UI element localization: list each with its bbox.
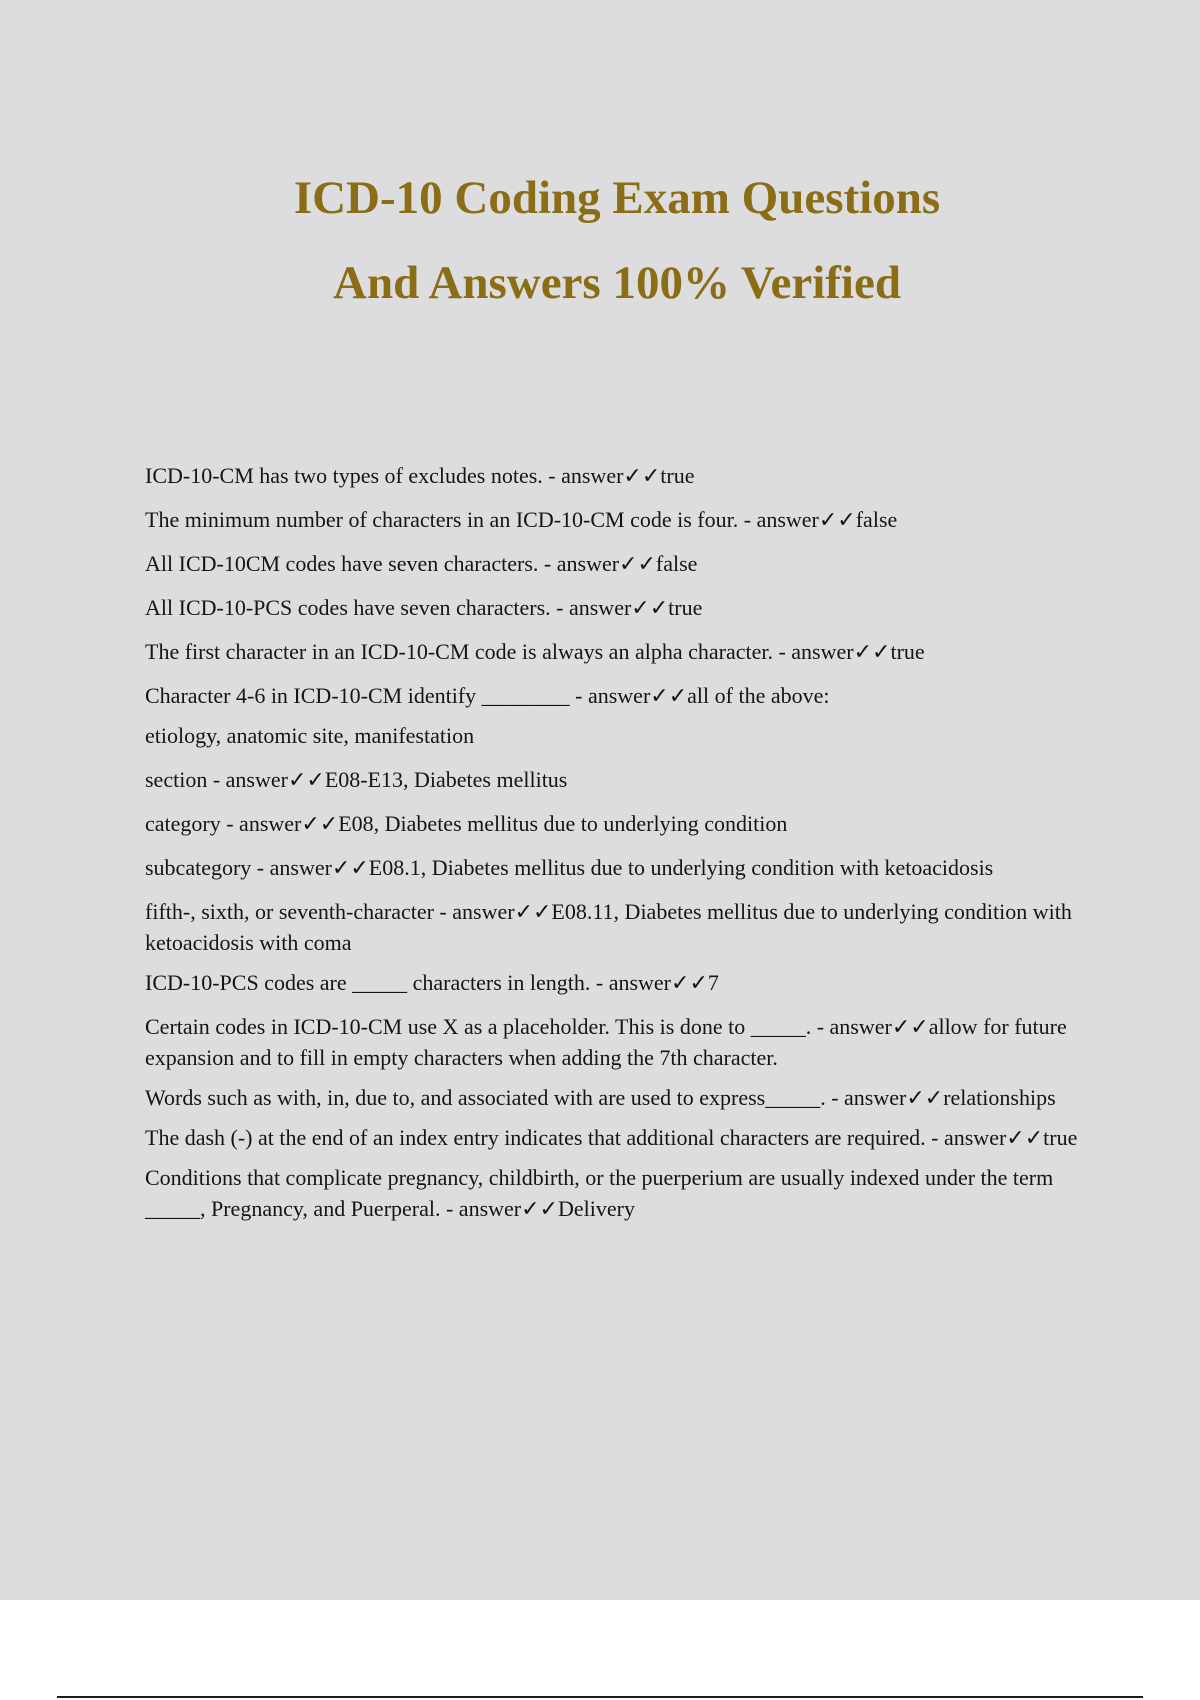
qa-item: Certain codes in ICD-10-CM use X as a placeholder. This is done to _____. - answer✓✓allow for future expansion and to fill in empty characters when adding the 7th character. [145,1014,1067,1070]
qa-item: The dash (-) at the end of an index entry indicates that additional characters are required. - answer✓✓true [145,1125,1078,1150]
qa-item: ICD-10-PCS codes are _____ characters in length. - answer✓✓7 [145,970,719,995]
qa-item: All ICD-10CM codes have seven characters. - answer✓✓false [145,551,698,576]
footer-divider [57,1696,1143,1698]
qa-item: All ICD-10-PCS codes have seven characters. - answer✓✓true [145,595,703,620]
qa-item: ICD-10-CM has two types of excludes notes. - answer✓✓true [145,463,695,488]
qa-item: etiology, anatomic site, manifestation [145,723,475,748]
qa-item: Words such as with, in, due to, and associated with are used to express_____. - answer✓✓relationships [145,1085,1056,1110]
qa-item: The minimum number of characters in an ICD-10-CM code is four. - answer✓✓false [145,507,898,532]
qa-item: section - answer✓✓E08-E13, Diabetes mellitus [145,767,568,792]
document-title-line-2: And Answers 100% Verified [333,257,901,309]
document-title-line-1: ICD-10 Coding Exam Questions [293,172,941,224]
qa-item: The first character in an ICD-10-CM code is always an alpha character. - answer✓✓true [145,639,925,664]
question-answer-list [145,460,1095,1237]
qa-item: subcategory - answer✓✓E08.1, Diabetes mellitus due to underlying condition with ketoacidosis [145,855,994,880]
qa-item: Character 4-6 in ICD-10-CM identify ________ - answer✓✓all of the above: [145,683,830,708]
qa-item: fifth-, sixth, or seventh-character - answer✓✓E08.11, Diabetes mellitus due to underlying condition with ketoacidosis with coma [145,899,1072,955]
page-footer [0,1600,1200,1700]
qa-item: Conditions that complicate pregnancy, childbirth, or the puerperium are usually indexed under the term _____, Pregnancy, and Puerperal. - answer✓✓Delivery [145,1165,1054,1221]
qa-item: category - answer✓✓E08, Diabetes mellitus due to underlying condition [145,811,788,836]
